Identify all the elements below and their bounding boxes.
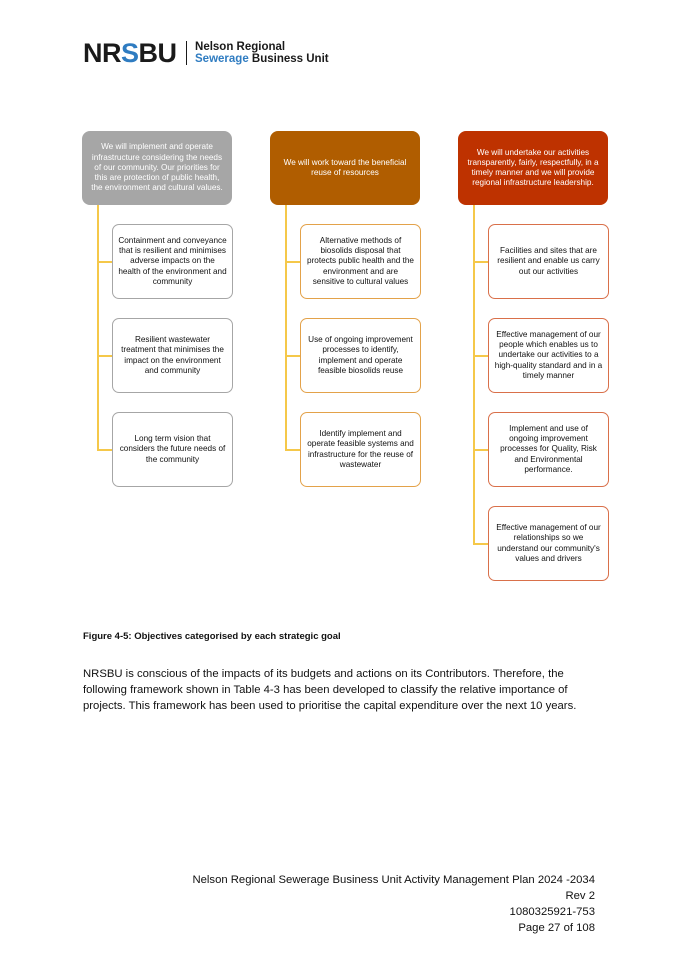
connector-col3-obj1: [473, 261, 488, 263]
connector-col1-obj3: [97, 449, 112, 451]
connector-col3-obj3: [473, 449, 488, 451]
footer-page-number: Page 27 of 108: [518, 922, 595, 934]
connector-col3-obj2: [473, 355, 488, 357]
objective-box: Use of ongoing improvement processes to identify, implement and operate feasible biosolids reuse: [300, 318, 421, 393]
objective-box: Implement and use of ongoing improvement processes for Quality, Risk and Environmental performance.: [488, 412, 609, 487]
logo-wordmark: NRSBU: [83, 37, 177, 68]
objective-box: Long term vision that considers the future needs of the community: [112, 412, 233, 487]
connector-col1-obj1: [97, 261, 112, 263]
connector-col2-obj3: [285, 449, 300, 451]
objective-box: Identify implement and operate feasible systems and infrastructure for the reuse of wastewater: [300, 412, 421, 487]
objective-box: Effective management of our people which enables us to undertake our activities to a high-quality standard and in a timely manner: [488, 318, 609, 393]
objective-box: Effective management of our relationships so we understand our community's values and drivers: [488, 506, 609, 581]
objective-box: Containment and conveyance that is resilient and minimises adverse impacts on the health of the environment and community: [112, 224, 233, 299]
footer-document-title: Nelson Regional Sewerage Business Unit Activity Management Plan 2024 -2034: [192, 874, 595, 886]
goal-box-leadership: We will undertake our activities transparently, fairly, respectfully, in a timely manner and we will provide regional infrastructure leadership.: [458, 131, 608, 205]
body-paragraph: NRSBU is conscious of the impacts of its budgets and actions on its Contributors. Therefore, the following framework shown in Table 4-3 has been developed to classify the relative importance of projects. This framework has been used to prioritise the capital expenditure over the next 10 years.: [83, 668, 577, 712]
goal-box-community: We will implement and operate infrastructure considering the needs of our community. Our priorities for this are protection of public health, the environment and cultural values.: [82, 131, 232, 205]
footer-revision: Rev 2: [565, 890, 595, 902]
objective-box: Alternative methods of biosolids disposal that protects public health and the environment and are sensitive to cultural values: [300, 224, 421, 299]
connector-col2-obj2: [285, 355, 300, 357]
connector-col2: [285, 205, 287, 450]
goal-box-reuse: We will work toward the beneficial reuse of resources: [270, 131, 420, 205]
connector-col3: [473, 205, 475, 544]
objective-box: Facilities and sites that are resilient and enable us carry out our activities: [488, 224, 609, 299]
footer-document-number: 1080325921-753: [509, 906, 595, 918]
connector-col2-obj1: [285, 261, 300, 263]
connector-col3-obj4: [473, 543, 488, 545]
logo-subtitle: Nelson Regional Sewerage Business Unit: [195, 41, 329, 65]
figure-caption: Figure 4-5: Objectives categorised by each strategic goal: [83, 631, 341, 642]
connector-col1: [97, 205, 99, 450]
objective-box: Resilient wastewater treatment that minimises the impact on the environment and community: [112, 318, 233, 393]
connector-col1-obj2: [97, 355, 112, 357]
page-footer: [192, 872, 595, 936]
